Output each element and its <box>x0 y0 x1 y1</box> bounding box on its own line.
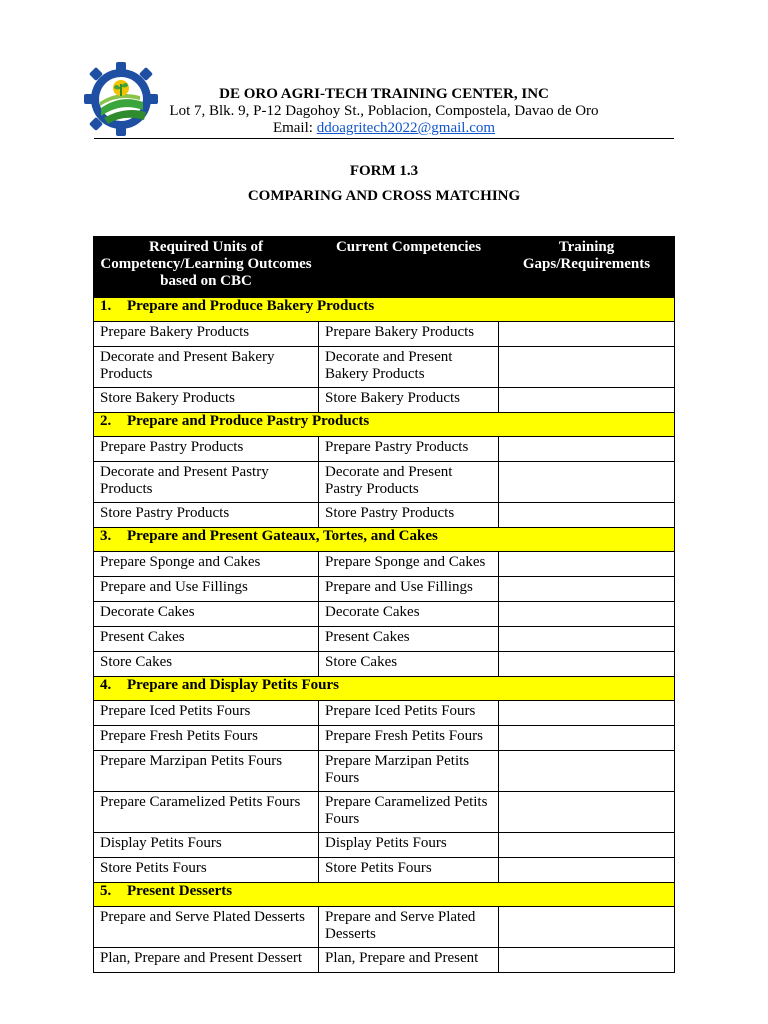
column-header-current-competencies: Current Competencies <box>319 237 499 298</box>
training-gap-cell[interactable] <box>499 751 675 792</box>
required-unit-cell: Store Pastry Products <box>94 503 319 528</box>
section-row <box>94 298 675 322</box>
table-row <box>94 833 675 858</box>
section-row <box>94 528 675 552</box>
section-heading <box>94 677 675 701</box>
table-row <box>94 503 675 528</box>
section-heading <box>94 528 675 552</box>
training-gap-cell[interactable] <box>499 792 675 833</box>
organization-address: Lot 7, Blk. 9, P-12 Dagohoy St., Poblacion, Compostela, Davao de Oro <box>169 103 599 119</box>
required-unit-cell: Prepare Bakery Products <box>94 322 319 347</box>
table-row <box>94 627 675 652</box>
current-competency-cell: Prepare Iced Petits Fours <box>319 701 499 726</box>
required-unit-cell: Prepare Fresh Petits Fours <box>94 726 319 751</box>
email-link[interactable]: ddoagritech2022@gmail.com <box>316 120 496 136</box>
training-gap-cell[interactable] <box>499 701 675 726</box>
section-title: Prepare and Present Gateaux, Tortes, and Cakes <box>127 528 438 544</box>
training-gap-cell[interactable] <box>499 347 675 388</box>
training-gap-cell[interactable] <box>499 552 675 577</box>
column-header-required-units: Required Units of Competency/Learning Outcomes based on CBC <box>94 237 319 298</box>
training-gap-cell[interactable] <box>499 503 675 528</box>
required-unit-cell: Store Petits Fours <box>94 858 319 883</box>
section-number: 3. <box>100 528 112 544</box>
email-label: Email: <box>272 120 317 136</box>
current-competency-cell: Present Cakes <box>319 627 499 652</box>
column-header-training-gaps: Training Gaps/Requirements <box>499 237 675 298</box>
sprout-icon <box>113 80 129 96</box>
form-title: COMPARING AND CROSS MATCHING <box>247 188 521 204</box>
required-unit-cell: Prepare and Use Fillings <box>94 577 319 602</box>
training-gap-cell[interactable] <box>499 322 675 347</box>
training-gap-cell[interactable] <box>499 577 675 602</box>
training-gap-cell[interactable] <box>499 948 675 973</box>
table-row <box>94 726 675 751</box>
table-row <box>94 792 675 833</box>
current-competency-cell: Decorate and Present Pastry Products <box>319 462 499 503</box>
table-row <box>94 462 675 503</box>
cross-matching-table <box>93 236 675 973</box>
required-unit-cell: Prepare Marzipan Petits Fours <box>94 751 319 792</box>
table-row <box>94 552 675 577</box>
current-competency-cell: Decorate Cakes <box>319 602 499 627</box>
required-unit-cell: Decorate Cakes <box>94 602 319 627</box>
training-gap-cell[interactable] <box>499 907 675 948</box>
section-heading <box>94 298 675 322</box>
current-competency-cell: Store Bakery Products <box>319 388 499 413</box>
table-row <box>94 652 675 677</box>
training-gap-cell[interactable] <box>499 388 675 413</box>
current-competency-cell: Prepare Pastry Products <box>319 437 499 462</box>
header-divider <box>94 138 674 139</box>
required-unit-cell: Decorate and Present Bakery Products <box>94 347 319 388</box>
current-competency-cell: Prepare and Serve Plated Desserts <box>319 907 499 948</box>
table-row <box>94 437 675 462</box>
training-gap-cell[interactable] <box>499 627 675 652</box>
section-title: Prepare and Produce Pastry Products <box>127 413 370 429</box>
training-gap-cell[interactable] <box>499 726 675 751</box>
section-title: Prepare and Display Petits Fours <box>127 677 339 693</box>
required-unit-cell: Decorate and Present Pastry Products <box>94 462 319 503</box>
section-title: Prepare and Produce Bakery Products <box>127 298 375 314</box>
table-row <box>94 388 675 413</box>
table-row <box>94 701 675 726</box>
table-row <box>94 948 675 973</box>
required-unit-cell: Prepare Caramelized Petits Fours <box>94 792 319 833</box>
training-gap-cell[interactable] <box>499 652 675 677</box>
email-line <box>130 120 638 137</box>
section-title: Present Desserts <box>127 883 233 899</box>
required-unit-cell: Prepare Sponge and Cakes <box>94 552 319 577</box>
required-unit-cell: Plan, Prepare and Present Dessert <box>94 948 319 973</box>
section-number: 5. <box>100 883 112 899</box>
current-competency-cell: Store Pastry Products <box>319 503 499 528</box>
current-competency-cell: Store Cakes <box>319 652 499 677</box>
section-number: 4. <box>100 677 112 693</box>
table-row <box>94 602 675 627</box>
required-unit-cell: Present Cakes <box>94 627 319 652</box>
form-number: FORM 1.3 <box>349 163 419 179</box>
current-competency-cell: Prepare Caramelized Petits Fours <box>319 792 499 833</box>
required-unit-cell: Store Cakes <box>94 652 319 677</box>
current-competency-cell: Plan, Prepare and Present <box>319 948 499 973</box>
required-unit-cell: Prepare and Serve Plated Desserts <box>94 907 319 948</box>
section-row <box>94 413 675 437</box>
section-heading <box>94 413 675 437</box>
training-gap-cell[interactable] <box>499 462 675 503</box>
table-row <box>94 751 675 792</box>
table-row <box>94 322 675 347</box>
training-gap-cell[interactable] <box>499 437 675 462</box>
current-competency-cell: Prepare and Use Fillings <box>319 577 499 602</box>
letterhead <box>130 86 638 137</box>
section-number: 1. <box>100 298 112 314</box>
current-competency-cell: Decorate and Present Bakery Products <box>319 347 499 388</box>
organization-name: DE ORO AGRI-TECH TRAINING CENTER, INC <box>219 86 549 102</box>
table-header-row <box>94 237 675 298</box>
section-heading <box>94 883 675 907</box>
training-gap-cell[interactable] <box>499 833 675 858</box>
table-row <box>94 577 675 602</box>
current-competency-cell: Prepare Fresh Petits Fours <box>319 726 499 751</box>
required-unit-cell: Prepare Iced Petits Fours <box>94 701 319 726</box>
section-row <box>94 677 675 701</box>
training-gap-cell[interactable] <box>499 858 675 883</box>
required-unit-cell: Store Bakery Products <box>94 388 319 413</box>
table-row <box>94 907 675 948</box>
table-row <box>94 858 675 883</box>
required-unit-cell: Display Petits Fours <box>94 833 319 858</box>
current-competency-cell: Prepare Sponge and Cakes <box>319 552 499 577</box>
current-competency-cell: Prepare Marzipan Petits Fours <box>319 751 499 792</box>
section-number: 2. <box>100 413 112 429</box>
training-gap-cell[interactable] <box>499 602 675 627</box>
current-competency-cell: Display Petits Fours <box>319 833 499 858</box>
required-unit-cell: Prepare Pastry Products <box>94 437 319 462</box>
table-row <box>94 347 675 388</box>
current-competency-cell: Prepare Bakery Products <box>319 322 499 347</box>
current-competency-cell: Store Petits Fours <box>319 858 499 883</box>
section-row <box>94 883 675 907</box>
